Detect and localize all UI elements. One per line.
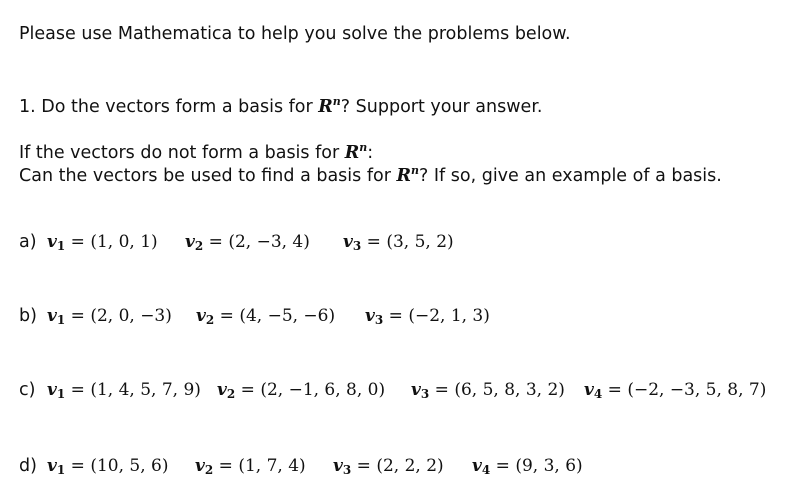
vector-v1: $v_1 = (1$, 4, 5, 7, 9) bbox=[47, 380, 201, 401]
space-symbol: $R^n$ bbox=[344, 141, 368, 163]
vector-v2: $v_2 = (1$, 7, 4) bbox=[195, 456, 306, 477]
vector-v2: $v_2 = (2$, −3, 4) bbox=[185, 232, 310, 253]
vector-v1: $v_1 = (10$, 5, 6) bbox=[47, 456, 169, 477]
part-label: a) bbox=[19, 232, 37, 252]
followup-line2-suffix: ? If so, give an example of a basis. bbox=[419, 166, 722, 186]
vector-v1: $v_1 = (2$, 0, −3) bbox=[47, 306, 172, 327]
vector-v3: $v_3 = (2$, 2, 2) bbox=[333, 456, 444, 477]
followup-line2-prefix: Can the vectors be used to find a basis for bbox=[19, 166, 397, 186]
followup-line-2 bbox=[19, 160, 722, 187]
intro-text: Please use Mathematica to help you solve the problems below. bbox=[19, 24, 571, 44]
followup-line1-prefix: If the vectors do not form a basis for bbox=[19, 143, 345, 163]
space-symbol: $R^n$ bbox=[396, 164, 420, 186]
vector-v4: $v_4 = (9$, 3, 6) bbox=[472, 456, 583, 477]
vector-v3: $v_3 = (-2$, 1, 3) bbox=[365, 306, 490, 327]
part-label: d) bbox=[19, 456, 37, 476]
vector-v3: $v_3 = (3$, 5, 2) bbox=[343, 232, 454, 253]
followup-line1-suffix: : bbox=[367, 143, 374, 163]
vector-v4: $v_4 = (-2$, −3, 5, 8, 7) bbox=[584, 380, 767, 401]
question-suffix: ? Support your answer. bbox=[340, 97, 543, 117]
vector-v2: $v_2 = (2$, −1, 6, 8, 0) bbox=[217, 380, 386, 401]
space-symbol: $R^n$ bbox=[318, 95, 341, 117]
question-prefix: 1. Do the vectors form a basis for bbox=[19, 97, 319, 117]
vector-v3: $v_3 = (6$, 5, 8, 3, 2) bbox=[411, 380, 565, 401]
question-1 bbox=[19, 91, 542, 118]
part-label: b) bbox=[19, 306, 37, 326]
vector-v1: $v_1 = (1$, 0, 1) bbox=[47, 232, 158, 253]
part-label: c) bbox=[19, 380, 36, 400]
vector-v2: $v_2 = (4$, −5, −6) bbox=[196, 306, 336, 327]
